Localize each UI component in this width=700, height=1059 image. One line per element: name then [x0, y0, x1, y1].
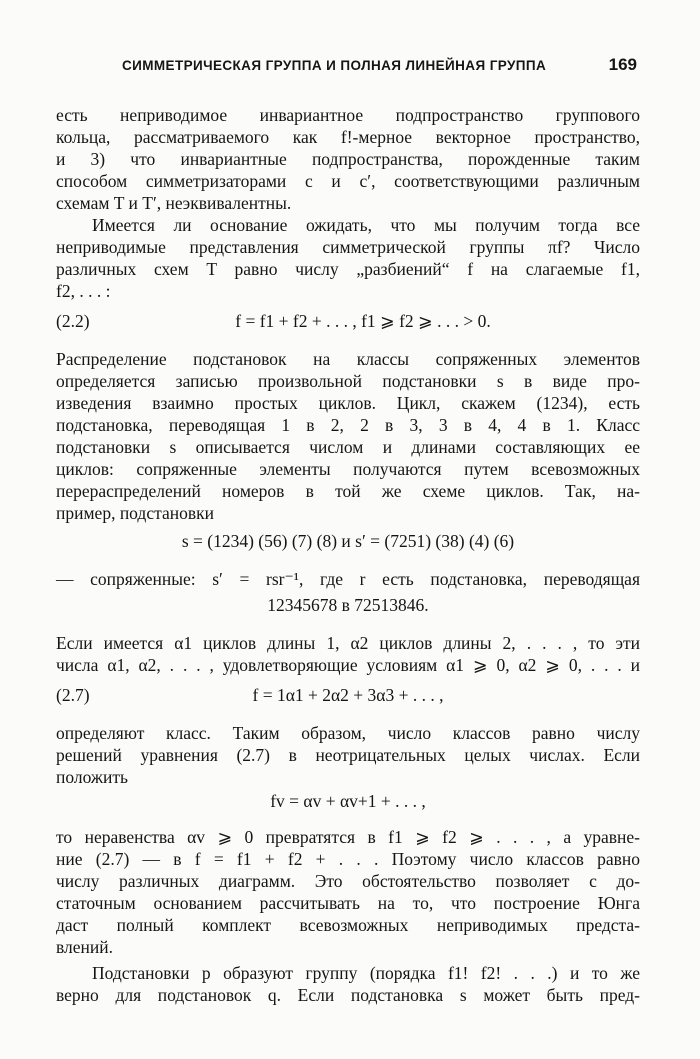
equation-body: f = f1 + f2 + . . . , f1 ⩾ f2 ⩾ . . . > 0.: [235, 311, 491, 331]
text-line: Если имеется α1 циклов длины 1, α2 циклов длины 2, . . . , то эти: [56, 633, 640, 653]
equation-fv: fv = αv + αv+1 + . . . ,: [270, 791, 426, 811]
text-line: определяют класс. Таким образом, число классов равно числу: [56, 723, 640, 743]
text-line: влений.: [56, 937, 114, 957]
text-line: подстановки s описывается числом и длинами составляющих ее: [56, 437, 640, 457]
text-line: различных схем T равно числу „разбиений“ f на слагаемые f1,: [56, 259, 640, 279]
text-line: и 3) что инвариантные подпространства, порожденные таким: [56, 149, 640, 169]
text-line: Имеется ли основание ожидать, что мы получим тогда все: [92, 215, 640, 235]
text-line: изведения взаимно простых циклов. Цикл, скажем (1234), есть: [56, 393, 640, 413]
text-line: определяется записью произвольной подстановки s в виде про-: [56, 371, 640, 391]
text-line: ние (2.7) — в f = f1 + f2 + . . . Поэтому число классов равно: [56, 849, 640, 869]
text-line: перераспределений номеров в той же схеме циклов. Так, на-: [56, 481, 640, 501]
text-line: то неравенства αv ⩾ 0 превратятся в f1 ⩾ f2 ⩾ . . . , а уравне-: [56, 827, 640, 847]
text-line: способом симметризаторами c и c′, соответствующими различным: [56, 171, 640, 191]
text-line: Распределение подстановок на классы сопряженных элементов: [56, 349, 640, 369]
equation-body: f = 1α1 + 2α2 + 3α3 + . . . ,: [252, 685, 444, 705]
text-line: кольца, рассматриваемого как f!-мерное векторное пространство,: [56, 127, 640, 147]
text-line: Подстановки p образуют группу (порядка f1! f2! . . .) и то же: [92, 963, 640, 983]
text-line: решений уравнения (2.7) в неотрицательных целых числах. Если: [56, 745, 640, 765]
text-line: 12345678 в 72513846.: [267, 595, 429, 615]
text-line: статочным основанием рассчитывать на то, что построение Юнга: [56, 893, 640, 913]
text-line: числу различных диаграмм. Это обстоятельство позволяет с до-: [56, 871, 640, 891]
equation-2-7: [56, 684, 640, 706]
equation-number: (2.7): [56, 685, 90, 705]
equation-2-2: [56, 310, 640, 332]
text-line: верно для подстановок q. Если подстановка s может быть пред-: [56, 985, 640, 1005]
text-line: даст полный комплект всевозможных неприводимых предста-: [56, 915, 640, 935]
running-title: СИММЕТРИЧЕСКАЯ ГРУППА И ПОЛНАЯ ЛИНЕЙНАЯ ГРУППА: [122, 58, 547, 73]
page-number: 169: [608, 55, 637, 74]
text-line: f2, . . . :: [56, 281, 111, 301]
text-line: положить: [56, 767, 129, 787]
text-line: неприводимые представления симметрической группы πf? Число: [56, 237, 640, 257]
text-line: — сопряженные: s′ = rsr⁻¹, где r есть подстановка, переводящая: [56, 569, 640, 589]
text-line: числа α1, α2, . . . , удовлетворяющие условиям α1 ⩾ 0, α2 ⩾ 0, . . . и: [56, 655, 640, 675]
page-header: [110, 52, 645, 82]
equation-number: (2.2): [56, 311, 90, 331]
text-line: пример, подстановки: [56, 503, 214, 523]
text-line: циклов: сопряженные элементы получаются путем всевозможных: [56, 459, 640, 479]
text-line: схемам T и T′, неэквивалентны.: [56, 193, 292, 213]
equation-cycles: s = (1234) (56) (7) (8) и s′ = (7251) (38) (4) (6): [181, 531, 515, 551]
text-line: подстановка, переводящая 1 в 2, 2 в 3, 3 в 4, 4 в 1. Класс: [56, 415, 640, 435]
text-line: есть неприводимое инвариантное подпространство группового: [56, 105, 640, 125]
